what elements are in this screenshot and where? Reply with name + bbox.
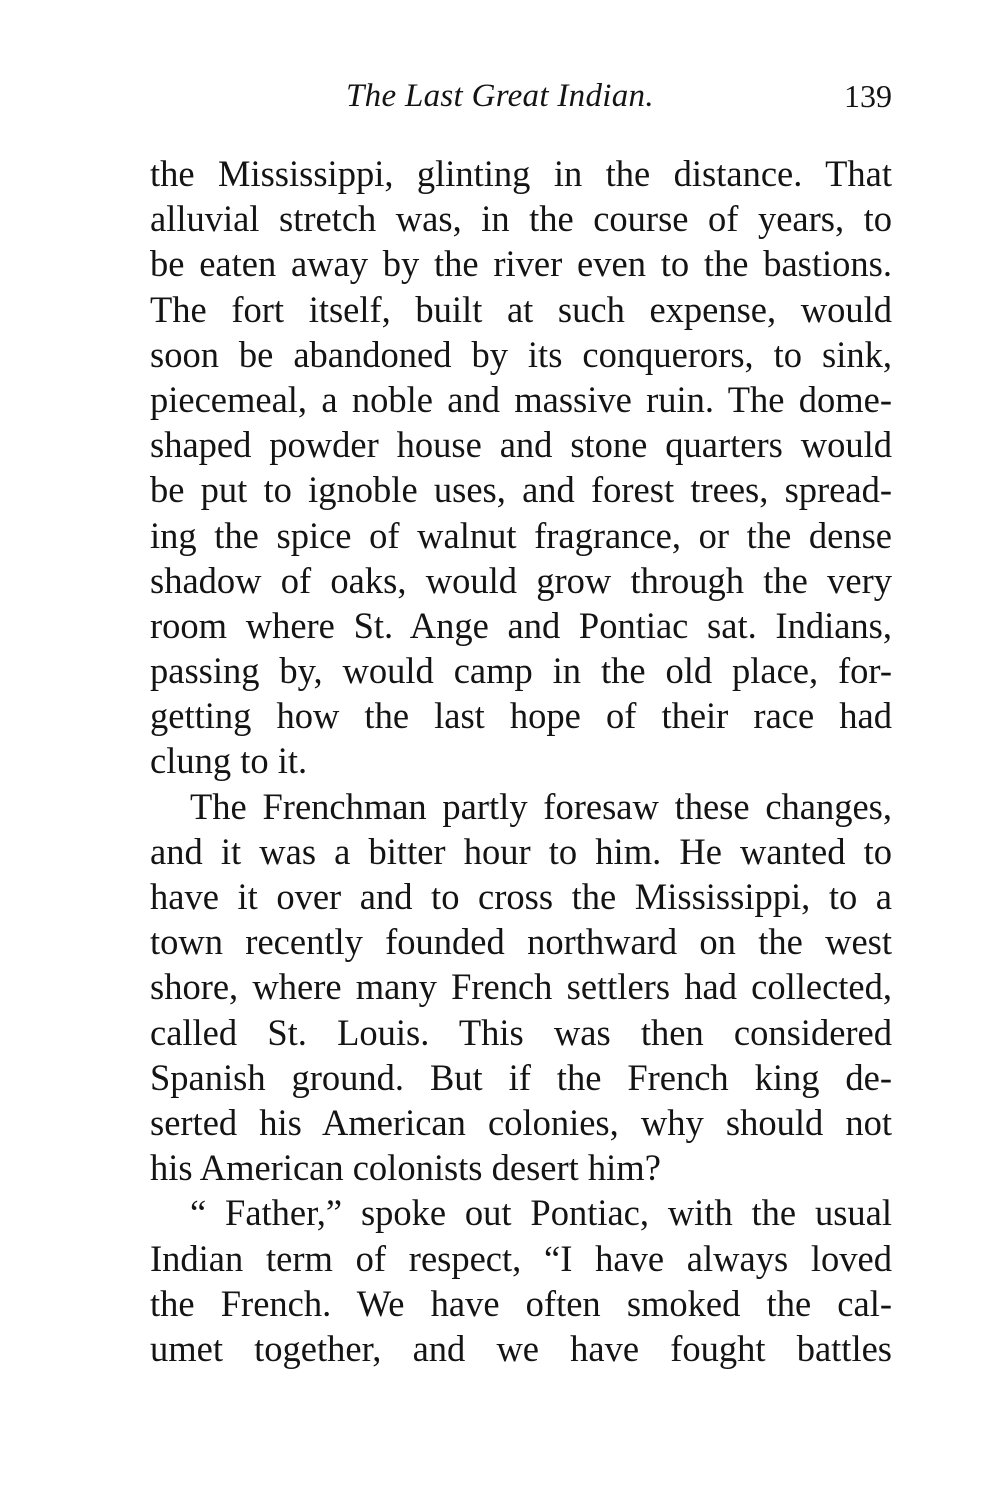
text-line: passing by, would camp in the old place, for- (150, 650, 892, 692)
text-line: have it over and to cross the Mississippi, to a (150, 876, 892, 917)
text-line: alluvial stretch was, in the course of years, to (150, 198, 892, 240)
text-line: The Frenchman partly foresaw these changes, (190, 785, 892, 827)
text-line: and it was a bitter hour to him. He wanted to (150, 830, 892, 872)
text-line: getting how the last hope of their race had (150, 695, 892, 737)
text-line: Indian term of respect, “I have always loved (150, 1237, 892, 1279)
text-line: the Mississippi, glinting in the distance. That (150, 153, 892, 194)
paragraph-2 (150, 784, 892, 1191)
text-line: soon be abandoned by its conquerors, to sink, (150, 333, 892, 375)
paragraph-3 (150, 1190, 892, 1371)
text-line: room where St. Ange and Pontiac sat. Indians, (150, 604, 892, 646)
text-line: be eaten away by the river even to the bastions. (150, 243, 892, 285)
text-line: umet together, and we have fought battles (150, 1327, 892, 1369)
text-line: Spanish ground. But if the French king de- (150, 1056, 892, 1098)
paragraph-1 (150, 151, 892, 784)
text-line: The fort itself, built at such expense, would (150, 288, 892, 330)
text-line: shaped powder house and stone quarters would (150, 424, 892, 466)
body-text (150, 151, 892, 1371)
page-number: 139 (844, 78, 892, 114)
text-line: “ Father,” spoke out Pontiac, with the usual (190, 1192, 892, 1234)
text-line: shore, where many French settlers had collected, (150, 966, 892, 1008)
text-line: serted his American colonies, why should not (150, 1101, 892, 1143)
text-line: shadow of oaks, would grow through the very (150, 559, 892, 601)
text-line: be put to ignoble uses, and forest trees, spread- (150, 469, 892, 511)
running-title: The Last Great Indian. (346, 78, 654, 114)
text-line: town recently founded northward on the west (150, 921, 892, 963)
text-line: called St. Louis. This was then considered (150, 1011, 892, 1053)
text-line: ing the spice of walnut fragrance, or the dense (150, 514, 892, 556)
running-head (150, 78, 892, 122)
text-line: the French. We have often smoked the cal- (150, 1282, 892, 1324)
text-line: clung to it. (150, 740, 308, 782)
text-line: his American colonists desert him? (150, 1147, 661, 1189)
text-line: piecemeal, a noble and massive ruin. The dome- (150, 378, 892, 420)
